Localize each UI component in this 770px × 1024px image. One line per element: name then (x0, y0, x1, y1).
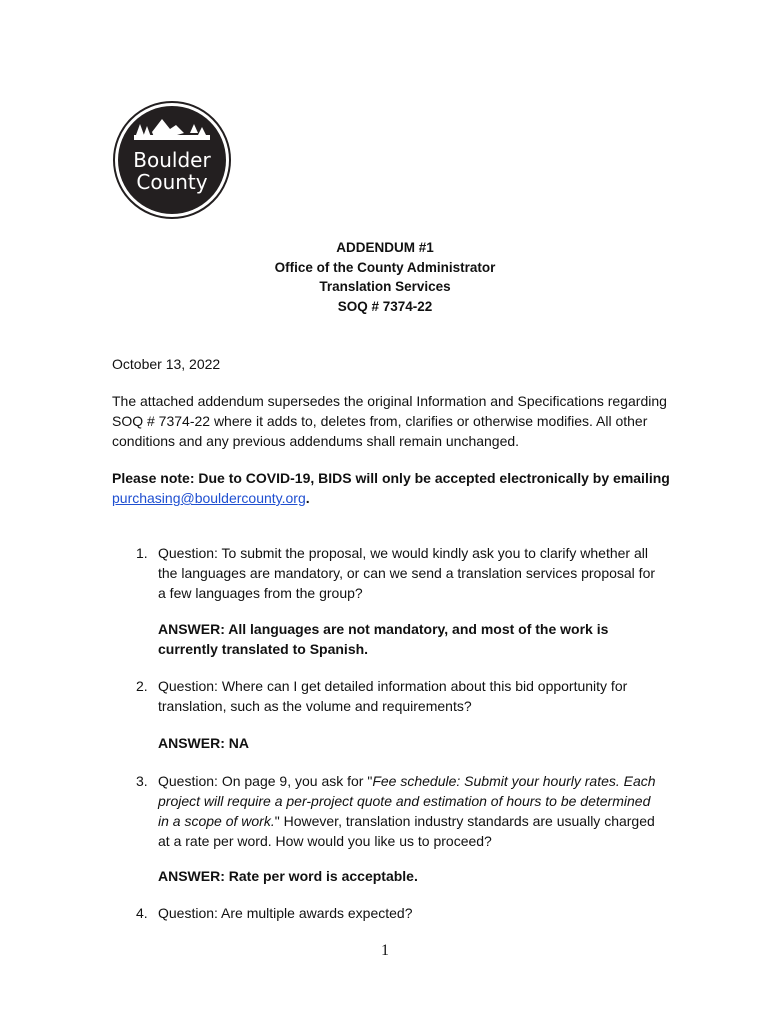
logo-text-line2: County (136, 170, 208, 194)
question-2 (136, 676, 656, 716)
page-number: 1 (381, 942, 389, 959)
covid-note-text: Please note: Due to COVID-19, BIDS will only be accepted electronically by emailing (112, 470, 670, 486)
document-date: October 13, 2022 (112, 356, 221, 372)
header-soq-number: SOQ # 7374-22 (337, 298, 433, 314)
question-text: Question: Are multiple awards expected? (158, 905, 413, 921)
header-title: ADDENDUM #1 (336, 240, 434, 255)
question-number: 3. (136, 773, 148, 789)
covid-note-period: . (305, 490, 310, 506)
question-3 (136, 771, 656, 851)
question-text-quote: Fee schedule: Submit your hourly rates. Each project will require a per-project quote and estimation of hours to be determined in a scope of work. (158, 773, 656, 829)
header-office: Office of the County Administrator (274, 259, 496, 275)
question-text (158, 771, 656, 851)
covid-note (112, 468, 672, 508)
intro-paragraph: The attached addendum supersedes the original Information and Specifications regarding SOQ # 7374-22 where it adds to, deletes from, clarifies or otherwise modifies. All other conditions and any previous addendums shall remain unchanged. (112, 393, 667, 449)
question-number: 1. (136, 545, 148, 561)
question-number: 4. (136, 905, 148, 921)
answer-3: ANSWER: Rate per word is acceptable. (158, 868, 418, 884)
boulder-county-logo (112, 99, 232, 221)
header-subject: Translation Services (319, 279, 451, 294)
document-header (0, 238, 770, 316)
answer-2: ANSWER: NA (158, 735, 249, 751)
question-4 (136, 903, 656, 923)
question-1 (136, 543, 656, 603)
purchasing-email-link[interactable]: purchasing@bouldercounty.org (112, 490, 306, 506)
question-text-post: " However, translation industry standards are usually charged at a rate per word. How would you like us to proceed? (158, 813, 655, 849)
logo-text-line1: Boulder (133, 148, 211, 172)
question-number: 2. (136, 678, 148, 694)
answer-1: ANSWER: All languages are not mandatory, and most of the work is currently translated to Spanish. (158, 621, 609, 657)
question-text-pre: Question: On page 9, you ask for " (158, 773, 373, 789)
question-text: Question: To submit the proposal, we would kindly ask you to clarify whether all the languages are mandatory, or can we send a translation services proposal for a few languages from the group? (158, 545, 656, 601)
question-text: Question: Where can I get detailed information about this bid opportunity for translation, such as the volume and requirements? (158, 678, 628, 714)
